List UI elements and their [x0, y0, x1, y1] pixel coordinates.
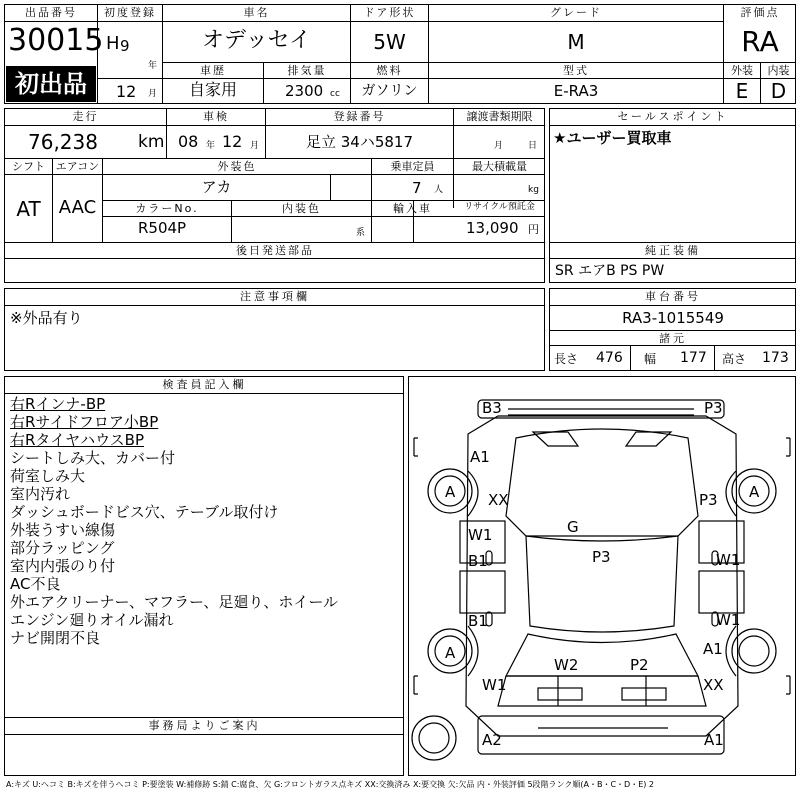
int-color-suffix: 系 — [356, 228, 366, 238]
door-type: 5W — [373, 30, 406, 54]
aircon-label: エアコン — [55, 160, 100, 173]
inspection-month-unit: 月 — [250, 141, 260, 151]
remark-line: 右Rインナ-BP — [10, 395, 106, 413]
month: 12 — [116, 82, 137, 101]
mark-w2-hood: W2 — [554, 656, 579, 674]
remark-line: 右Rサイドフロア小BP — [10, 413, 159, 431]
year-unit: 年 — [148, 61, 158, 71]
mark-w1-right-2: W1 — [716, 611, 741, 629]
fuel: ガソリン — [361, 83, 418, 99]
score: RA — [741, 25, 779, 58]
shift: AT — [16, 197, 41, 221]
remark-line: 室内内張のり付 — [10, 557, 116, 575]
capacity: 7 — [412, 179, 422, 197]
grade: M — [567, 30, 585, 54]
notes-text: ※外品有り — [10, 309, 83, 327]
mileage: 76,238 — [28, 130, 98, 154]
displacement-label: 排気量 — [287, 64, 327, 77]
equipment-label: 純正装備 — [645, 244, 701, 257]
mark-a1-right-front: A1 — [703, 640, 723, 658]
mark-a-wheel-rr: A — [749, 483, 760, 501]
history-label: 車歴 — [200, 64, 226, 77]
color-no: R504P — [138, 219, 187, 237]
fuel-label: 燃料 — [376, 64, 403, 77]
mark-p3-right: P3 — [699, 491, 718, 509]
mark-b3: B3 — [482, 399, 502, 417]
ext-color: アカ — [201, 178, 232, 196]
int-grade-label: 内装 — [767, 64, 790, 77]
transfer-doc-label: 譲渡書類期限 — [466, 110, 533, 123]
recycle-fee: 13,090 — [466, 219, 519, 237]
mark-w1-right-1: W1 — [716, 551, 741, 569]
mark-w1-left-front: W1 — [482, 676, 507, 694]
footer-legend: A:キズ U:ヘコミ B:キズを伴うヘコミ P:要塗装 W:補修跡 S:錆 C:腐食、欠 G:フロントガラス点キズ XX:交換済み X:要交換 欠:欠品 内・外装評価 5段階ランク順(A・B・C・D・E) 2 — [6, 780, 655, 789]
front-bumper — [478, 716, 724, 754]
body-outline — [466, 416, 741, 736]
selling-points-text: ★ユーザー買取車 — [553, 129, 672, 147]
door-label: ドア形状 — [363, 6, 416, 19]
reg-number: 足立 34ハ5817 — [305, 133, 414, 151]
mark-a-wheel-rl: A — [445, 483, 456, 501]
mark-b1-left-2: B1 — [468, 612, 488, 630]
inspection-year: 08 — [178, 132, 199, 151]
chassis-number: RA3-1015549 — [622, 309, 724, 327]
first-listing-badge: 初出品 — [6, 66, 96, 102]
lot-number-label: 出品番号 — [25, 6, 77, 19]
remark-line: エンジン廻りオイル漏れ — [10, 611, 174, 629]
capacity-unit: 人 — [434, 185, 444, 195]
remark-line: 室内汚れ — [10, 485, 71, 503]
first-reg-label: 初度登録 — [104, 6, 156, 19]
inspector-label: 検査員記入欄 — [162, 378, 247, 391]
height-label: 高さ — [722, 352, 747, 366]
import-label: 輸入車 — [393, 202, 432, 215]
reg-number-label: 登録番号 — [333, 110, 386, 123]
int-color-label: 内装色 — [282, 202, 321, 215]
car-name-label: 車名 — [243, 6, 270, 19]
remark-line: AC不良 — [10, 575, 61, 593]
year: 9 — [120, 37, 130, 55]
mark-a-wheel-fl: A — [445, 644, 456, 662]
car-name: オデッセイ — [202, 28, 311, 53]
length-label: 長さ — [554, 352, 579, 366]
history: 自家用 — [188, 80, 237, 99]
era: H — [106, 33, 120, 54]
inspection-year-unit: 年 — [206, 141, 216, 151]
width: 177 — [680, 350, 707, 366]
ext-grade-label: 外装 — [731, 64, 753, 77]
shift-label: シフト — [12, 160, 45, 173]
mark-w1-left-1: W1 — [468, 526, 493, 544]
mileage-label: 走行 — [72, 110, 99, 123]
mark-p3-rear-right: P3 — [704, 399, 723, 417]
car-diagram — [408, 376, 796, 776]
length: 476 — [596, 350, 623, 366]
mark-b1-left-1: B1 — [468, 552, 488, 570]
mileage-unit: km — [138, 132, 165, 152]
mark-p3-roof: P3 — [592, 548, 611, 566]
ext-color-label: 外装色 — [217, 160, 257, 173]
score-label: 評価点 — [740, 6, 780, 19]
remark-line: ナビ開閉不良 — [10, 629, 101, 647]
transfer-month-unit: 月 — [494, 141, 504, 151]
remark-line: 外装うすい線傷 — [10, 521, 116, 539]
mark-a1-front-right: A1 — [704, 731, 724, 749]
mark-xx-right-front: XX — [703, 676, 724, 694]
later-parts-label: 後日発送部品 — [236, 244, 314, 257]
specs-label: 諸元 — [659, 332, 687, 345]
notes-label: 注意事項欄 — [240, 290, 310, 303]
width-label: 幅 — [644, 352, 657, 366]
remark-line: 外エアクリーナー、マフラー、足廻り、ホイール — [10, 593, 339, 611]
selling-points-label: セールスポイント — [617, 110, 729, 123]
recycle-label: リサイクル預託金 — [464, 202, 535, 212]
model-label: 型式 — [563, 64, 589, 77]
lot-number: 30015 — [8, 23, 104, 58]
aircon: AAC — [58, 197, 97, 218]
recycle-unit: 円 — [528, 223, 539, 236]
mark-p2-hood: P2 — [630, 656, 649, 674]
displacement: 2300 — [285, 82, 324, 100]
max-load-unit: kg — [528, 185, 539, 195]
capacity-label: 乗車定員 — [390, 160, 435, 173]
inspection-label: 車検 — [203, 110, 229, 123]
office-label: 事務局よりご案内 — [148, 719, 261, 732]
remark-line: シートしみ大、カバー付 — [10, 449, 176, 467]
height: 173 — [762, 350, 789, 366]
max-load-label: 最大積載量 — [472, 160, 527, 173]
displacement-unit: cc — [330, 89, 340, 99]
mark-a2-front-left: A2 — [482, 731, 502, 749]
model: E-RA3 — [553, 82, 599, 100]
color-no-label: カラーNo. — [135, 202, 199, 215]
transfer-day-unit: 日 — [528, 141, 538, 151]
mark-a1-rear-left: A1 — [470, 448, 490, 466]
remark-line: 右RタイヤハウスBP — [10, 431, 145, 449]
remark-line: 部分ラッピング — [10, 539, 115, 557]
int-grade: D — [770, 79, 787, 103]
remark-line: 荷室しみ大 — [10, 467, 86, 485]
month-unit: 月 — [148, 89, 158, 99]
chassis-label: 車台番号 — [645, 290, 701, 303]
ext-grade: E — [735, 79, 749, 103]
inspection-month: 12 — [222, 132, 243, 151]
mark-g-roof: G — [567, 518, 579, 536]
remark-line: ダッシュボードビス穴、テーブル取付け — [10, 503, 279, 521]
mark-xx-left-rear: XX — [488, 491, 509, 509]
grade-label: グレード — [550, 6, 602, 19]
equipment-text: SR エアB PS PW — [555, 263, 665, 279]
